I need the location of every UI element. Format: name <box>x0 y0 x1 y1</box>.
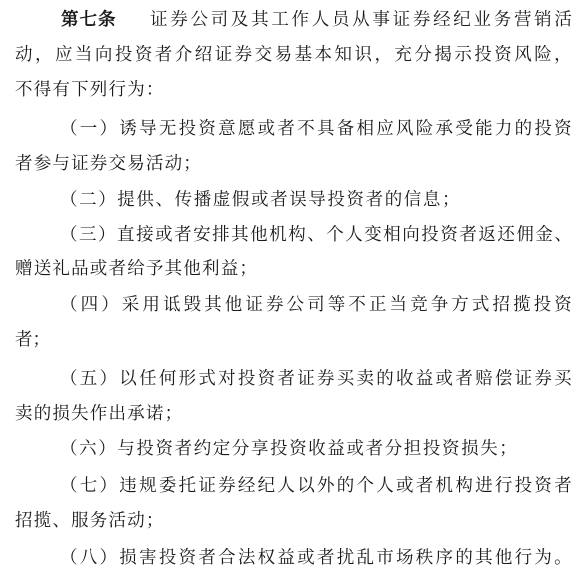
clause-item-5-line: （ 五 ） 以 任 何 形 式 对 投 资 者 证 券 买 卖 的 收 益 或 者 赔 偿 证 券 买 <box>60 369 572 389</box>
clause-item-3-line: （ 三 ） 直 接 或 者 安 排 其 他 机 构 、 个 人 变 相 向 投 资 者 返 还 佣 金 、 <box>60 225 572 245</box>
clause-item-2-line: （二）提供、传播虚假或者误导投资者的信息； <box>60 190 462 210</box>
clause-item-6-line: （六）与投资者约定分享投资收益或者分担投资损失； <box>60 439 519 459</box>
clause-item-4-line: （ 四 ） 采 用 诋 毁 其 他 证 券 公 司 等 不 正 当 竞 争 方 式 招 揽 投 资 <box>60 295 572 315</box>
clause-item-4-line: 者； <box>15 330 50 350</box>
article-number: 第七条 <box>61 10 117 30</box>
article-text-line: 动 ， 应 当 向 投 资 者 介 绍 证 券 交 易 基 本 知 识 ， 充 分 揭 示 投 资 风 险 ， <box>15 45 572 65</box>
clause-item-8-line: （ 八 ） 损 害 投 资 者 合 法 权 益 或 者 扰 乱 市 场 秩 序 的 其 他 行 为 。 <box>60 548 572 568</box>
clause-item-7-line: （ 七 ） 违 规 委 托 证 券 经 纪 人 以 外 的 个 人 或 者 机 构 进 行 投 资 者 <box>60 476 572 496</box>
clause-item-1-line: 者参与证券交易活动； <box>15 154 202 174</box>
article-text-line: 不得有下列行为： <box>15 80 165 100</box>
clause-item-7-line: 招揽、服务活动； <box>15 511 165 531</box>
clause-item-1-line: （ 一 ） 诱 导 无 投 资 意 愿 或 者 不 具 备 相 应 风 险 承 受 能 力 的 投 资 <box>60 119 572 139</box>
clause-item-5-line: 卖的损失作出承诺； <box>15 404 184 424</box>
clause-item-3-line: 赠送礼品或者给予其他利益； <box>15 259 259 279</box>
article-text-line: 证 券 公 司 及 其 工 作 人 员 从 事 证 券 经 纪 业 务 营 销 活 <box>150 10 572 30</box>
